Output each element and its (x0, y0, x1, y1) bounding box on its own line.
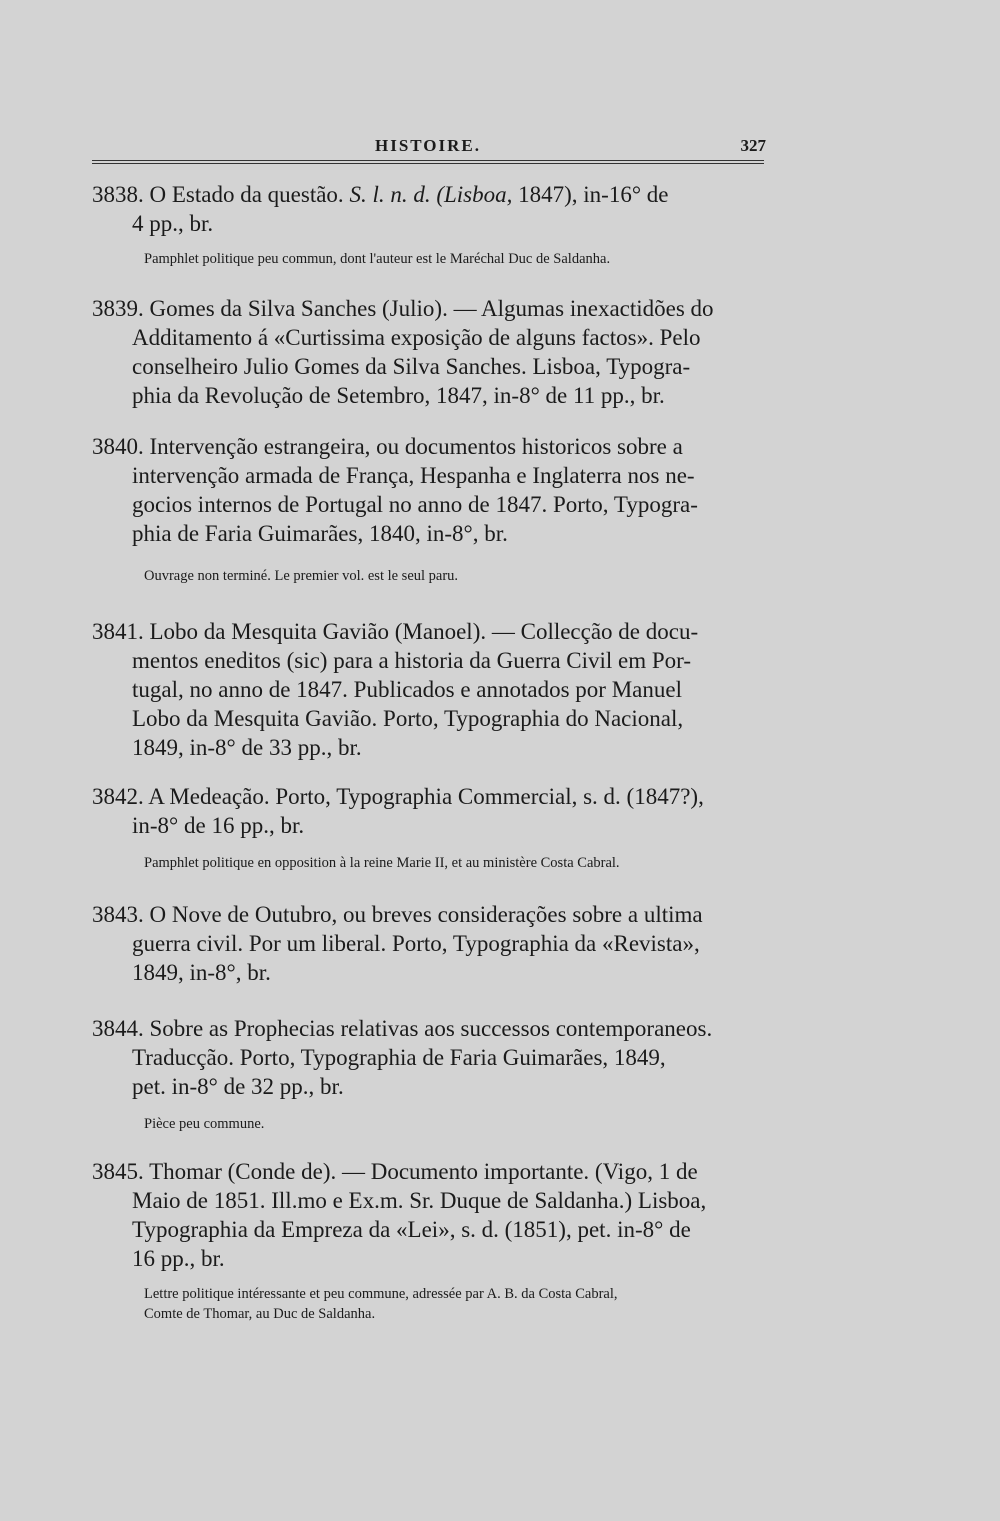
entry-text: Sobre as Prophecias relativas aos successos contemporaneos. (149, 1016, 713, 1041)
page-number: 327 (740, 136, 766, 155)
entry-line (92, 180, 782, 209)
entry-line: Lobo da Mesquita Gavião. Porto, Typographia do Nacional, (132, 706, 684, 731)
entry-number: 3843. (92, 902, 144, 927)
entry-text: O Nove de Outubro, ou breves considerações sobre a ultima (149, 902, 703, 927)
note-line: Comte de Thomar, au Duc de Saldanha. (144, 1306, 376, 1322)
entry-line: intervenção armada de França, Hespanha e Inglaterra nos ne- (132, 463, 695, 488)
entry-line (92, 1157, 782, 1186)
entry-text: Gomes da Silva Sanches (Julio). — Algumas inexactidões do (149, 296, 714, 321)
entry-number: 3838. (92, 182, 144, 207)
entry-text: A Medeação. Porto, Typographia Commercial, s. d. (1847?), (148, 784, 704, 809)
entry-note: Ouvrage non terminé. Le premier vol. est le seul paru. (144, 568, 459, 584)
entry-text: Thomar (Conde de). — Documento importante. (Vigo, 1 de (149, 1159, 698, 1184)
entry-note: Pamphlet politique en opposition à la reine Marie II, et au ministère Costa Cabral. (144, 855, 620, 871)
entry-line: phia da Revolução de Setembro, 1847, in-8° de 11 pp., br. (132, 383, 665, 408)
entry-3838 (92, 180, 782, 238)
entry-line: 1849, in-8° de 33 pp., br. (132, 735, 362, 760)
entry-line (92, 617, 782, 646)
entry-text: Intervenção estrangeira, ou documentos historicos sobre a (149, 434, 683, 459)
entry-line: conselheiro Julio Gomes da Silva Sanches. Lisboa, Typogra- (132, 354, 691, 379)
entry-number: 3839. (92, 296, 144, 321)
entry-line (92, 432, 782, 461)
entry-3843 (92, 900, 782, 987)
note-line: Lettre politique intéressante et peu commune, adressée par A. B. da Costa Cabral, (144, 1286, 618, 1302)
entry-line: tugal, no anno de 1847. Publicados e annotados por Manuel (132, 677, 682, 702)
entry-line: phia de Faria Guimarães, 1840, in-8°, br. (132, 521, 508, 546)
entry-line (92, 294, 782, 323)
entry-line: 16 pp., br. (132, 1246, 225, 1271)
entry-note (144, 1284, 784, 1324)
entry-line: in-8° de 16 pp., br. (132, 813, 305, 838)
entry-line: 1849, in-8°, br. (132, 960, 271, 985)
entry-line: Typographia da Empreza da «Lei», s. d. (1851), pet. in-8° de (132, 1217, 691, 1242)
entry-3841 (92, 617, 782, 762)
entry-line: 4 pp., br. (132, 211, 214, 236)
entry-line (92, 1014, 782, 1043)
entry-number: 3842. (92, 784, 144, 809)
entry-line: mentos eneditos (sic) para a historia da Guerra Civil em Por- (132, 648, 692, 673)
entry-line: guerra civil. Por um liberal. Porto, Typographia da «Revista», (132, 931, 700, 956)
entry-3844 (92, 1014, 782, 1101)
entry-number: 3840. (92, 434, 144, 459)
entry-number: 3841. (92, 619, 144, 644)
entry-text: Lobo da Mesquita Gavião (Manoel). — Collecção de docu- (149, 619, 699, 644)
entry-3839 (92, 294, 782, 410)
header-title: HISTOIRE. (374, 136, 482, 155)
header-rule (92, 160, 764, 161)
entry-number: 3845. (92, 1159, 144, 1184)
entry-line: Maio de 1851. Ill.mo e Ex.m. Sr. Duque de Saldanha.) Lisboa, (132, 1188, 707, 1213)
entry-3842 (92, 782, 782, 840)
entry-3840 (92, 432, 782, 548)
header-rule (92, 163, 764, 164)
entry-line: Traducção. Porto, Typographia de Faria Guimarães, 1849, (132, 1045, 666, 1070)
entry-note: Pamphlet politique peu commun, dont l'auteur est le Maréchal Duc de Saldanha. (144, 251, 611, 267)
running-header (92, 136, 764, 162)
entry-line (92, 782, 782, 811)
entry-line: pet. in-8° de 32 pp., br. (132, 1074, 344, 1099)
entry-line: gocios internos de Portugal no anno de 1847. Porto, Typogra- (132, 492, 698, 517)
entry-3845 (92, 1157, 782, 1273)
entry-number: 3844. (92, 1016, 144, 1041)
entry-line: Additamento á «Curtissima exposição de alguns factos». Pelo (132, 325, 701, 350)
entry-text: O Estado da questão. S. l. n. d. (Lisboa, 1847), in-16° de (149, 182, 669, 207)
entry-note: Pièce peu commune. (144, 1116, 265, 1132)
entry-line (92, 900, 782, 929)
